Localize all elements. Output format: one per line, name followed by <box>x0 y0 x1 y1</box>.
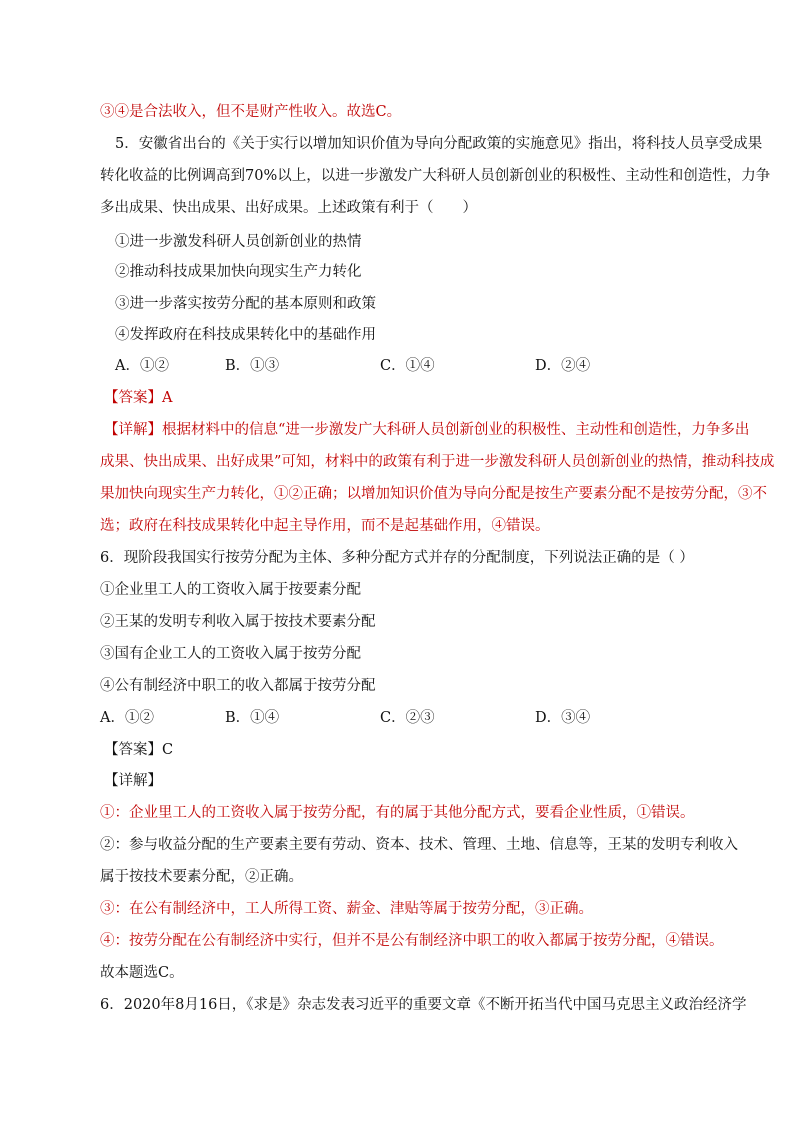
q6-conclusion: 故本题选C。 <box>100 965 184 981</box>
q6-option-d: D．③④ <box>535 710 591 726</box>
q5-statement-3: ③进一步落实按劳分配的基本原则和政策 <box>115 296 376 312</box>
q6-option-b: B．①④ <box>225 710 280 726</box>
q5-answer: 【答案】A <box>104 390 173 406</box>
q5-option-c: C．①④ <box>380 358 435 374</box>
q6-answer: 【答案】C <box>104 742 174 758</box>
q6-statement-3: ③国有企业工人的工资收入属于按劳分配 <box>100 646 361 662</box>
q6-statement-2: ②王某的发明专利收入属于按技术要素分配 <box>100 614 376 630</box>
q6-analysis-line-5: ④：按劳分配在公有制经济中实行，但并不是公有制经济中职工的收入都属于按劳分配，④错误。 <box>100 933 724 949</box>
q6-analysis-line-2: ②：参与收益分配的生产要素主要有劳动、资本、技术、管理、土地、信息等，王某的发明专利收入 <box>100 837 738 853</box>
q5-statement-4: ④发挥政府在科技成果转化中的基础作用 <box>115 327 376 343</box>
q6-statement-4: ④公有制经济中职工的收入都属于按劳分配 <box>100 678 376 694</box>
q6-option-c: C．②③ <box>380 710 435 726</box>
q5-analysis-line-4: 选；政府在科技成果转化中起主导作用，而不是起基础作用，④错误。 <box>100 518 550 534</box>
q5-analysis-line-3: 果加快向现实生产力转化，①②正确；以增加知识价值为导向分配是按生产要素分配不是按劳分配，③不 <box>100 486 767 502</box>
q5-options <box>0 356 794 376</box>
q5-stem-line-1: 5．安徽省出台的《关于实行以增加知识价值为导向分配政策的实施意见》指出，将科技人员享受成果 <box>115 136 763 152</box>
q6-analysis-line-4: ③：在公有制经济中，工人所得工资、薪金、津贴等属于按劳分配，③正确。 <box>100 901 593 917</box>
q5-option-b: B．①③ <box>225 358 280 374</box>
q5-analysis-line-1: 【详解】根据材料中的信息“进一步激发广大科研人员创新创业的积极性、主动性和创造性，力争多出 <box>104 422 750 438</box>
q5-option-d: D．②④ <box>535 358 591 374</box>
next-question-stem: 6．2020年8月16日，《求是》杂志发表习近平的重要文章《不断开拓当代中国马克思主义政治经济学 <box>100 997 747 1013</box>
q5-stem-line-3: 多出成果、快出成果、出好成果。上述政策有利于（ ） <box>100 200 477 216</box>
q5-option-a: A．①② <box>115 358 169 374</box>
q5-statement-2: ②推动科技成果加快向现实生产力转化 <box>115 264 362 280</box>
q6-statement-1: ①企业里工人的工资收入属于按要素分配 <box>100 582 361 598</box>
q6-options <box>0 708 794 728</box>
q6-detail-label: 【详解】 <box>104 773 162 789</box>
q5-stem-line-2: 转化收益的比例调高到70%以上，以进一步激发广大科研人员创新创业的积极性、主动性和创造性，力争 <box>100 168 771 184</box>
q6-analysis-line-3: 属于按技术要素分配，②正确。 <box>100 869 303 885</box>
q6-analysis-line-1: ①：企业里工人的工资收入属于按劳分配，有的属于其他分配方式，要看企业性质，①错误。 <box>100 805 695 821</box>
previous-answer-tail: ③④是合法收入，但不是财产性收入。故选C。 <box>100 104 402 120</box>
q6-stem: 6．现阶段我国实行按劳分配为主体、多种分配方式并存的分配制度，下列说法正确的是（ ） <box>100 550 694 566</box>
q6-option-a: A．①② <box>100 710 154 726</box>
q5-analysis-line-2: 成果、快出成果、出好成果”可知，材料中的政策有利于进一步激发科研人员创新创业的热情，推动科技成 <box>100 454 775 470</box>
q5-statement-1: ①进一步激发科研人员创新创业的热情 <box>115 234 362 250</box>
